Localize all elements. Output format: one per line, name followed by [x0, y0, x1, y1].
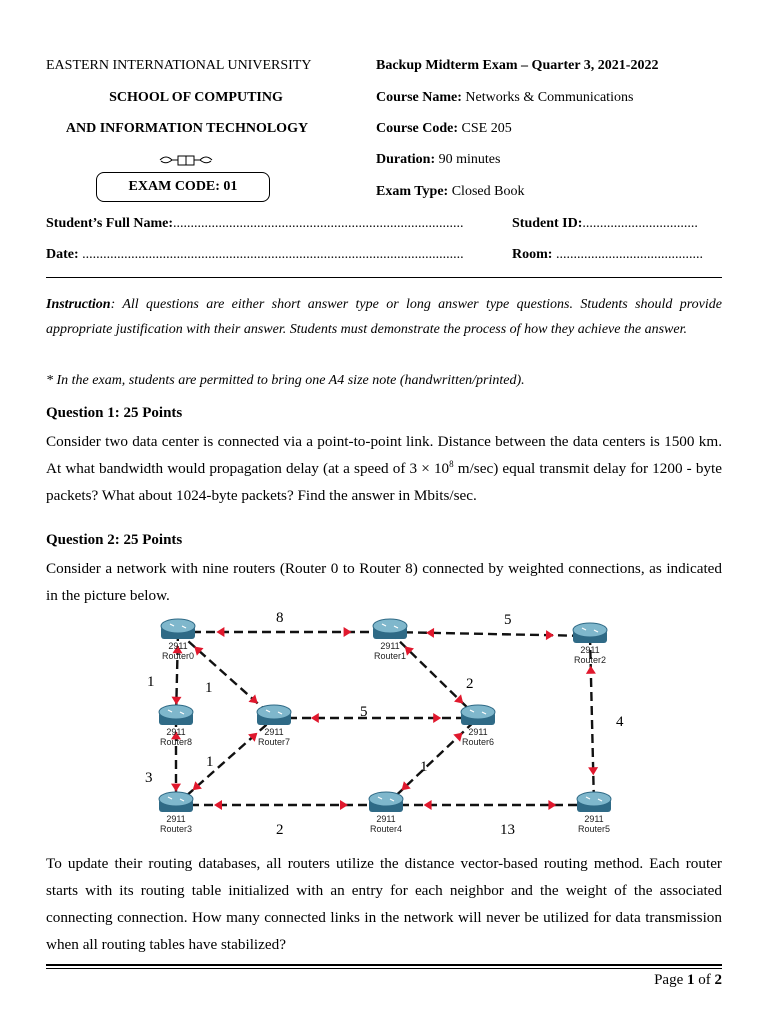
- school-line-1: SCHOOL OF COMPUTING: [109, 90, 283, 105]
- router-name-label: Router1: [373, 651, 407, 661]
- room-label: Room:: [512, 247, 553, 262]
- question-2-heading: Question 2: 25 Points: [46, 532, 183, 548]
- router-icon-top: [159, 792, 193, 806]
- link-direction-marker: [216, 627, 224, 637]
- duration-value: 90 minutes: [438, 152, 501, 167]
- course-name-value: Networks & Communications: [465, 90, 634, 105]
- instruction-note: * In the exam, students are permitted to bring one A4 size note (handwritten/printed).: [46, 373, 525, 388]
- link-weight-label: 4: [616, 714, 624, 730]
- router-icon-top: [161, 619, 195, 633]
- router-name-label: Router4: [369, 824, 403, 834]
- router-model-label: 2911: [166, 727, 186, 737]
- router-icon-top: [369, 792, 403, 806]
- router-model-label: 2911: [264, 727, 284, 737]
- link-direction-marker: [171, 697, 181, 705]
- ornament-icon: [158, 152, 214, 168]
- course-code-row: [376, 121, 512, 137]
- network-diagram: [0, 600, 768, 850]
- link-direction-marker: [248, 694, 261, 707]
- link-direction-marker: [344, 627, 352, 637]
- link-weight-label: 1: [206, 754, 214, 770]
- link-weight-label: 1: [147, 674, 155, 690]
- router-icon-top: [373, 619, 407, 633]
- question-1-text: [46, 428, 722, 509]
- router-model-label: 2911: [166, 814, 186, 824]
- link-weight-label: 1: [205, 680, 213, 696]
- router-name-label: Router0: [161, 651, 195, 661]
- student-name-field: [46, 216, 464, 232]
- link-direction-marker: [588, 767, 598, 775]
- student-id-dots: .................................: [582, 216, 698, 231]
- date-label: Date:: [46, 247, 79, 262]
- router-model-label: 2911: [376, 814, 396, 824]
- router-icon-top: [257, 705, 291, 719]
- link-router0-router7: [178, 632, 274, 718]
- page-total: 2: [714, 972, 722, 988]
- link-direction-marker: [586, 666, 596, 674]
- page-of: of: [698, 972, 711, 988]
- duration-label: Duration:: [376, 152, 436, 167]
- router-router1[interactable]: [373, 619, 407, 661]
- page-number: [654, 972, 722, 989]
- link-weight-label: 3: [145, 770, 153, 786]
- router-model-label: 2911: [168, 641, 188, 651]
- page-current: 1: [687, 972, 695, 988]
- link-weight-label: 2: [276, 822, 284, 838]
- link-direction-marker: [311, 713, 319, 723]
- course-name-row: [376, 90, 633, 106]
- router-name-label: Router3: [159, 824, 193, 834]
- router-icon-top: [461, 705, 495, 719]
- router-model-label: 2911: [380, 641, 400, 651]
- link-direction-marker: [171, 784, 181, 792]
- exam-code-box: EXAM CODE: 01: [96, 172, 270, 202]
- page-label: Page: [654, 972, 684, 988]
- header-divider: [46, 277, 722, 278]
- student-name-label: Student’s Full Name:: [46, 216, 174, 231]
- exam-type-row: [376, 184, 524, 200]
- duration-row: [376, 152, 500, 168]
- link-weight-label: 5: [360, 704, 368, 720]
- router-name-label: Router6: [461, 737, 495, 747]
- router-model-label: 2911: [584, 814, 604, 824]
- router-router4[interactable]: [369, 792, 403, 834]
- student-id-field: [512, 216, 698, 232]
- exam-type-value: Closed Book: [451, 184, 525, 199]
- student-id-label: Student ID:: [512, 216, 583, 231]
- router-router3[interactable]: [159, 792, 193, 834]
- router-model-label: 2911: [468, 727, 488, 737]
- link-router4-router6: [386, 718, 478, 805]
- router-model-label: 2911: [580, 645, 600, 655]
- link-weight-label: 5: [504, 612, 512, 628]
- router-icon-top: [577, 792, 611, 806]
- link-direction-marker: [424, 800, 432, 810]
- university-name: EASTERN INTERNATIONAL UNIVERSITY: [46, 58, 312, 73]
- link-router3-router7: [176, 718, 274, 805]
- student-name-dots: ...................................................................................: [173, 216, 464, 231]
- router-router6[interactable]: [461, 705, 495, 747]
- instruction-label: Instruction: [46, 297, 111, 312]
- router-router7[interactable]: [257, 705, 291, 747]
- link-direction-marker: [433, 713, 441, 723]
- link-router1-router2: [390, 632, 590, 636]
- question-2-intro: Consider a network with nine routers (Router 0 to Router 8) connected by weighted connections, as indicated in the picture below.: [46, 560, 722, 604]
- link-direction-marker: [426, 628, 434, 638]
- footer-rule-thin: [46, 968, 722, 969]
- question-1-text-part2: m/sec) equal transmit delay for 1200 - byte packets? What about 1024-byte packets? Find the answer in Mbits/sec.: [46, 460, 723, 504]
- instruction-text: : All questions are either short answer type or long answer type questions. Students should provide appropriate justification with their answer. Students must demonstrate the process of how they achieve the answer.: [46, 297, 722, 337]
- link-direction-marker: [340, 800, 348, 810]
- footer-rule-thick: [46, 964, 722, 966]
- link-weight-label: 1: [420, 759, 428, 775]
- exam-title: Backup Midterm Exam – Quarter 3, 2021-2022: [376, 58, 659, 73]
- question-1-superscript: 8: [449, 458, 454, 469]
- date-field: [46, 247, 464, 263]
- router-name-label: Router8: [159, 737, 193, 747]
- course-code-value: CSE 205: [461, 121, 512, 136]
- question-1-text-part1: Consider two data center is connected via a point-to-point link. Distance between the data centers is 1500 km. At what bandwidth would propagation delay (at a speed of 3 × 10: [46, 433, 722, 477]
- link-weight-label: 2: [466, 676, 474, 692]
- instruction: [46, 292, 722, 342]
- question-2-text: To update their routing databases, all routers utilize the distance vector-based routing method. Each router starts with its routing table initialized with an entry for each neighbor and the weight of the associated connecting connection. How many connected links in the network will never be utilized for data transmission when all routing tables have stabilized?: [46, 855, 722, 953]
- router-icon-top: [573, 623, 607, 637]
- question-1-heading: Question 1: 25 Points: [46, 405, 183, 421]
- exam-type-label: Exam Type:: [376, 184, 449, 199]
- course-code-label: Course Code:: [376, 121, 459, 136]
- link-weight-label: 8: [276, 610, 284, 626]
- link-router1-router6: [390, 632, 478, 718]
- link-direction-marker: [214, 800, 222, 810]
- room-field: [512, 247, 703, 263]
- room-dots: ..........................................: [555, 247, 703, 262]
- school-line-2: AND INFORMATION TECHNOLOGY: [65, 121, 309, 136]
- link-weight-label: 13: [500, 822, 515, 838]
- date-dots: .............................................................................................................: [82, 247, 464, 262]
- router-router5[interactable]: [577, 792, 611, 834]
- link-direction-marker: [548, 800, 556, 810]
- course-name-label: Course Name:: [376, 90, 462, 105]
- link-direction-marker: [546, 630, 554, 640]
- router-icon-top: [159, 705, 193, 719]
- router-name-label: Router5: [577, 824, 611, 834]
- router-name-label: Router7: [257, 737, 291, 747]
- router-name-label: Router2: [573, 655, 607, 665]
